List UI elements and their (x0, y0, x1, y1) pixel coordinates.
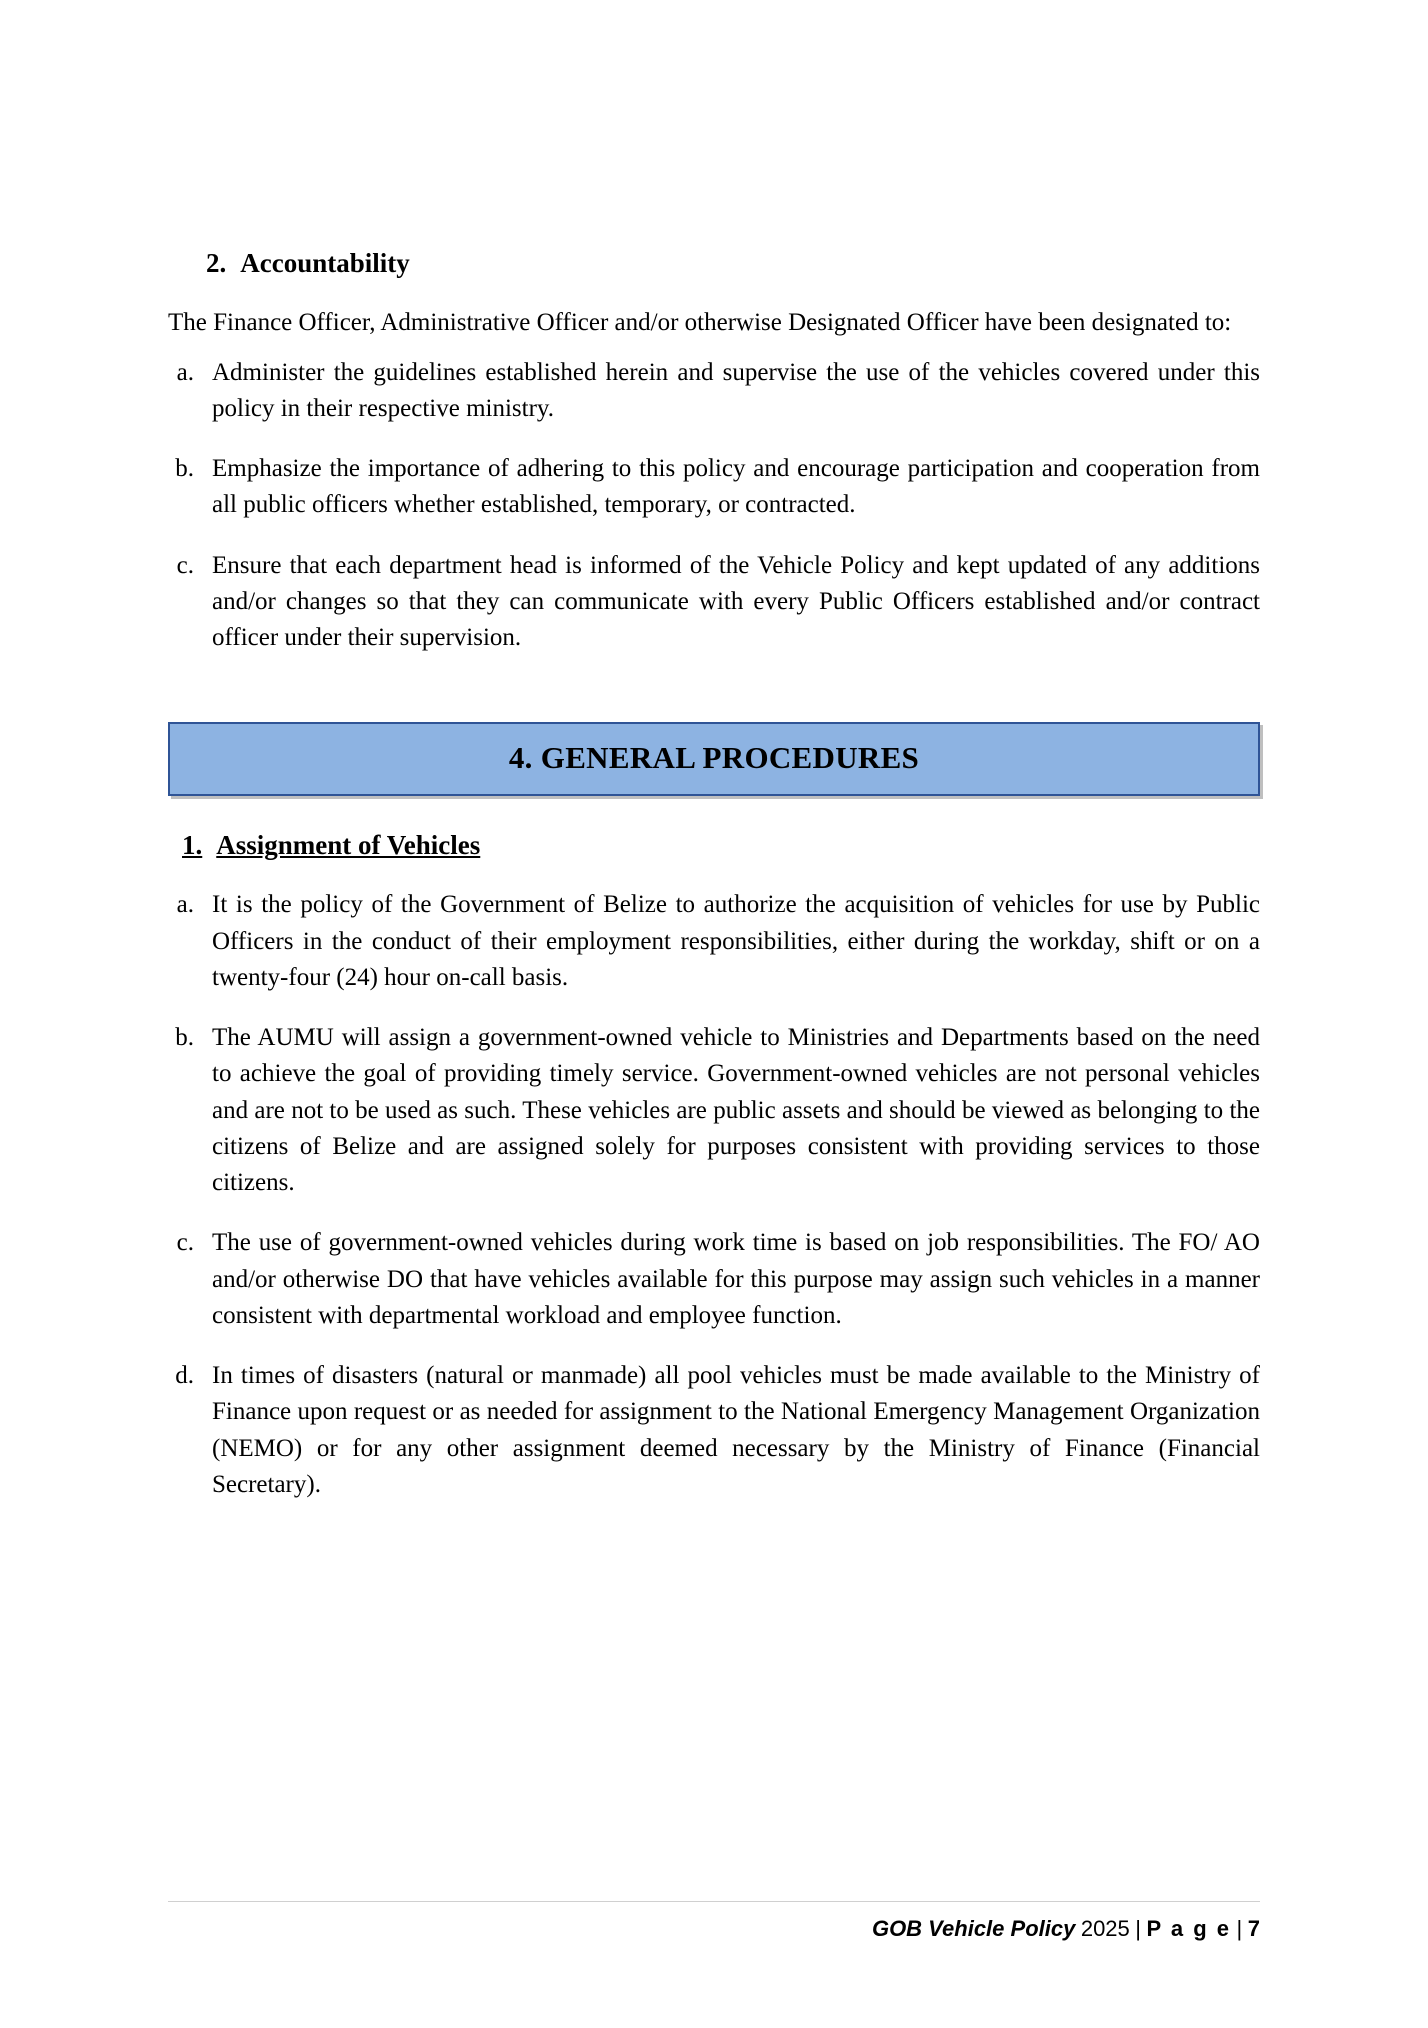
accountability-list (168, 355, 1260, 657)
list-marker: c. (176, 551, 194, 579)
section-heading-accountability (206, 248, 1260, 279)
list-item-text: Administer the guidelines established herein and supervise the use of the vehicles covered under this policy in their respective ministry. (212, 358, 1260, 422)
footer-page-word: P a g e (1146, 1916, 1232, 1941)
subsection-number: 1. (182, 830, 203, 861)
subsection-heading-assignment (182, 830, 1260, 861)
list-item (168, 1020, 1260, 1201)
list-item (168, 451, 1260, 524)
list-item (168, 887, 1260, 996)
section-title: Accountability (240, 248, 410, 278)
footer-year: 2025 (1080, 1916, 1130, 1941)
list-item (168, 355, 1260, 428)
list-item (168, 548, 1260, 657)
list-marker: a. (176, 358, 194, 386)
list-marker: a. (176, 891, 194, 919)
footer-separator-1: | (1135, 1916, 1141, 1941)
list-item-text: Emphasize the importance of adhering to this policy and encourage participation and cooperation from all public officers whether established, temporary, or contracted. (212, 455, 1260, 519)
footer-separator-2: | (1236, 1916, 1243, 1941)
list-marker: b. (175, 1024, 194, 1051)
list-item (168, 1225, 1260, 1334)
footer-page-number: 7 (1247, 1916, 1260, 1941)
list-item-text: In times of disasters (natural or manmade) all pool vehicles must be made available to the Ministry of Finance upon request or as needed for assignment to the National Emergency Management Organization (NEMO) or for any other assignment deemed necessary by the Ministry of Finance (Financial Secretary). (212, 1362, 1260, 1498)
footer-doc-title: GOB Vehicle Policy (871, 1916, 1076, 1941)
list-marker: b. (175, 455, 194, 482)
general-procedures-banner (168, 722, 1260, 796)
banner-title: 4. GENERAL PROCEDURES (508, 740, 920, 776)
accountability-intro-paragraph: The Finance Officer, Administrative Officer and/or otherwise Designated Officer have been designated to: (168, 309, 1232, 336)
list-item-text: Ensure that each department head is informed of the Vehicle Policy and kept updated of any additions and/or changes so that they can communicate with every Public Officers established and/or contract officer under their supervision. (212, 551, 1260, 651)
list-item-text: It is the policy of the Government of Belize to authorize the acquisition of vehicles for use by Public Officers in the conduct of their employment responsibilities, either during the workday, shift or on a twenty-four (24) hour on-call basis. (212, 891, 1260, 991)
page-footer (168, 1901, 1260, 1942)
assignment-list (168, 887, 1260, 1503)
list-marker: d. (175, 1362, 194, 1389)
list-marker: c. (176, 1229, 194, 1257)
section-number: 2. (206, 248, 227, 278)
list-item-text: The use of government-owned vehicles during work time is based on job responsibilities. The FO/ AO and/or otherwise DO that have vehicles available for this purpose may assign such vehicles in a manner consistent with departmental workload and employee function. (212, 1229, 1260, 1329)
list-item-text: The AUMU will assign a government-owned vehicle to Ministries and Departments based on the need to achieve the goal of providing timely service. Government-owned vehicles are not personal vehicles and are not to be used as such. These vehicles are public assets and should be viewed as belonging to the citizens of Belize and are assigned solely for purposes consistent with providing services to those citizens. (212, 1024, 1260, 1196)
subsection-title: Assignment of Vehicles (216, 830, 481, 861)
list-item (168, 1358, 1260, 1503)
